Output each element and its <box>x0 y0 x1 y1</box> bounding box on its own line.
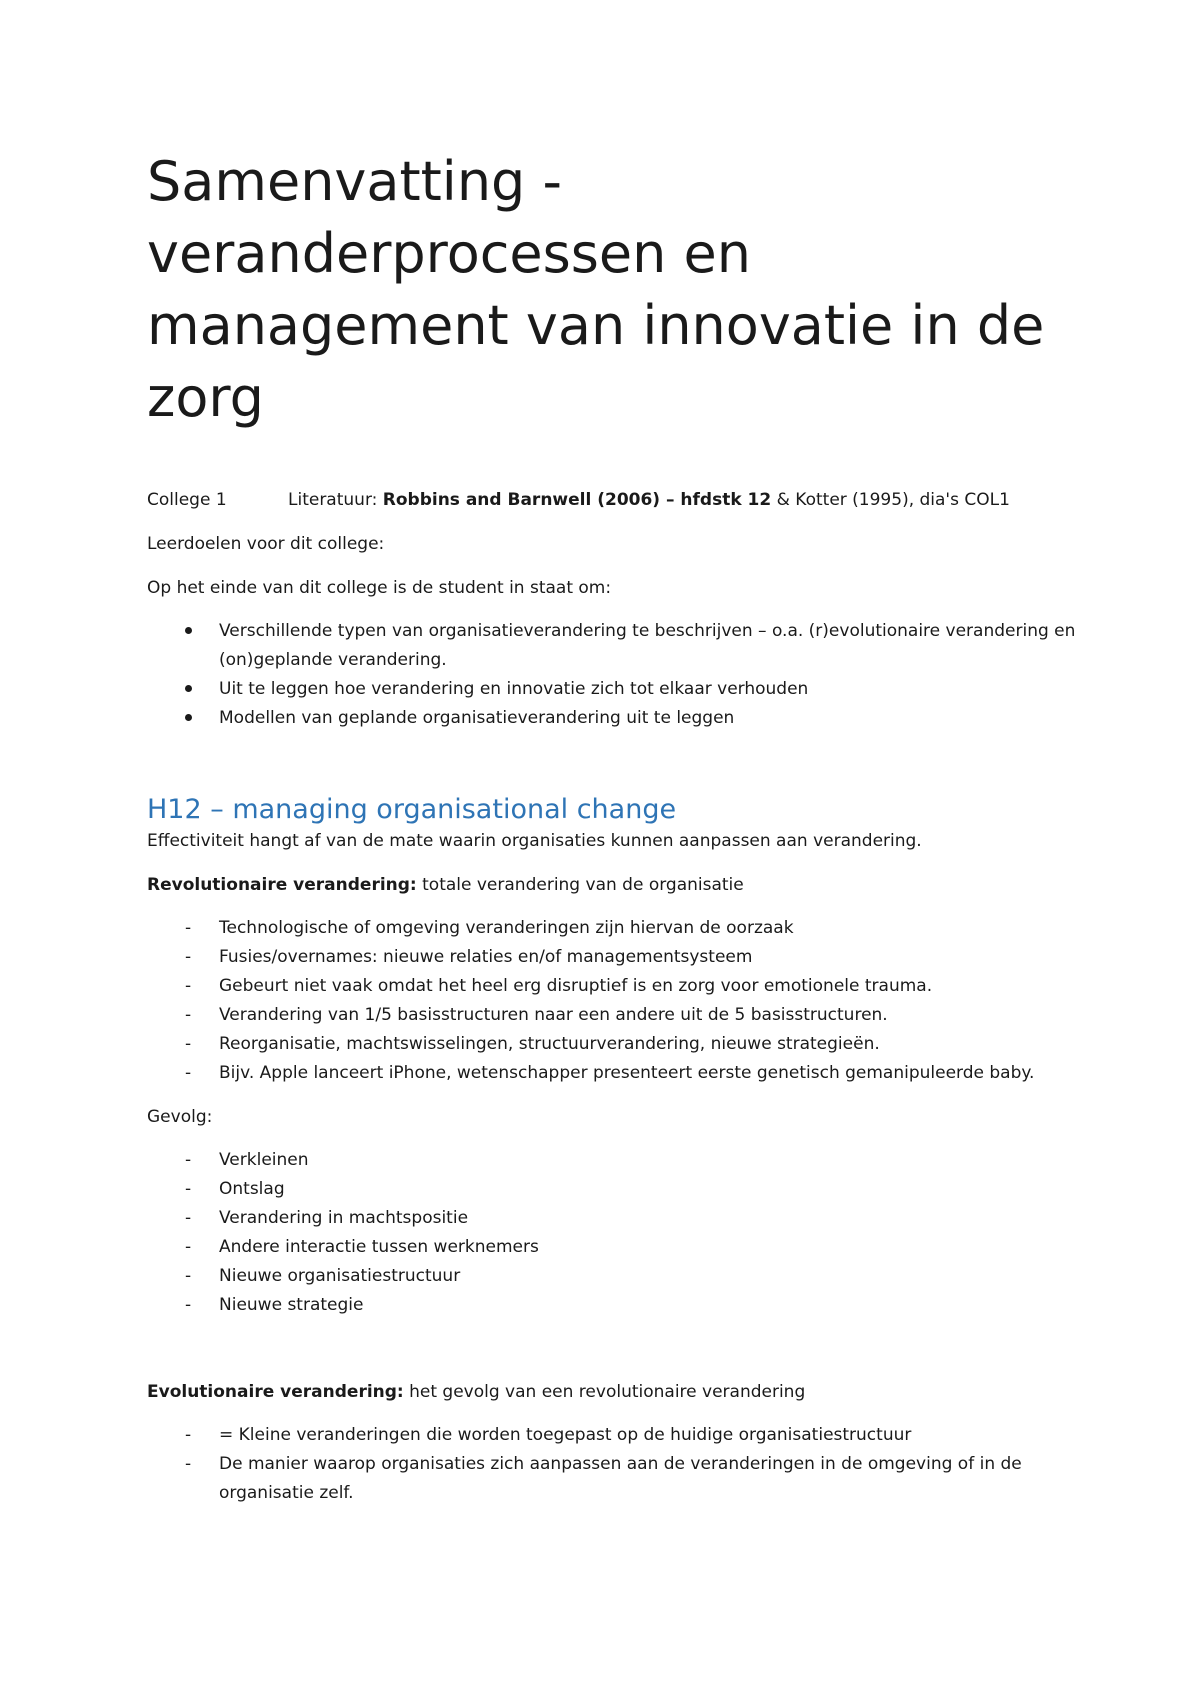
revolutionary-term: Revolutionaire verandering: <box>147 875 417 895</box>
list-item: Verandering in machtspositie <box>219 1208 469 1228</box>
list-item: Verschillende typen van organisatieverandering te beschrijven – o.a. (r)evolutionaire verandering en (on)geplande verandering. <box>219 621 1076 670</box>
list-item: Fusies/overnames: nieuwe relaties en/of managementsysteem <box>219 947 753 967</box>
list-item: Verandering van 1/5 basisstructuren naar een andere uit de 5 basisstructuren. <box>219 1005 888 1025</box>
goals-list <box>147 617 1087 733</box>
consequence-label: Gevolg: <box>147 1107 213 1127</box>
section-heading: H12 – managing organisational change <box>147 794 677 825</box>
list-item: Modellen van geplande organisatieverandering uit te leggen <box>219 708 735 728</box>
list-item: Andere interactie tussen werknemers <box>219 1237 539 1257</box>
literature-rest: & Kotter (1995), dia's COL1 <box>771 490 1010 510</box>
list-item: Reorganisatie, machtswisselingen, structuurverandering, nieuwe strategieën. <box>219 1034 880 1054</box>
evolutionary-definition: Evolutionaire verandering: het gevolg van een revolutionaire verandering <box>147 1382 806 1402</box>
college-line <box>147 486 1087 515</box>
college-label: College 1 <box>147 490 227 510</box>
revolutionary-definition: Revolutionaire verandering: totale verandering van de organisatie <box>147 875 744 895</box>
literature-bold: Robbins and Barnwell (2006) – hfdstk 12 <box>382 490 772 510</box>
document-page <box>147 146 1087 1508</box>
list-item: = Kleine veranderingen die worden toegepast op de huidige organisatiestructuur <box>219 1425 912 1445</box>
list-item: Nieuwe strategie <box>219 1295 364 1315</box>
evolutionary-list <box>147 1421 1087 1508</box>
revolutionary-list <box>147 914 1087 1088</box>
literature-prefix: Literatuur: <box>288 490 383 510</box>
list-item: Verkleinen <box>219 1150 309 1170</box>
list-item: Nieuwe organisatiestructuur <box>219 1266 461 1286</box>
document-title: Samenvatting - veranderprocessen en management van innovatie in de zorg <box>147 150 1045 429</box>
effectiveness-text: Effectiviteit hangt af van de mate waarin organisaties kunnen aanpassen aan verandering. <box>147 831 922 851</box>
list-item: Uit te leggen hoe verandering en innovatie zich tot elkaar verhouden <box>219 679 809 699</box>
list-item: Ontslag <box>219 1179 285 1199</box>
list-item: Bijv. Apple lanceert iPhone, wetenschapper presenteert eerste genetisch gemanipuleerde baby. <box>219 1063 1035 1083</box>
evolutionary-term: Evolutionaire verandering: <box>147 1382 404 1402</box>
list-item: Technologische of omgeving veranderingen zijn hiervan de oorzaak <box>219 918 794 938</box>
list-item: Gebeurt niet vaak omdat het heel erg disruptief is en zorg voor emotionele trauma. <box>219 976 933 996</box>
consequence-list <box>147 1146 1087 1320</box>
list-item: De manier waarop organisaties zich aanpassen aan de veranderingen in de omgeving of in de organisatie zelf. <box>219 1454 1022 1503</box>
learning-goals-heading: Leerdoelen voor dit college: <box>147 534 385 554</box>
intro-text: Op het einde van dit college is de student in staat om: <box>147 578 612 598</box>
